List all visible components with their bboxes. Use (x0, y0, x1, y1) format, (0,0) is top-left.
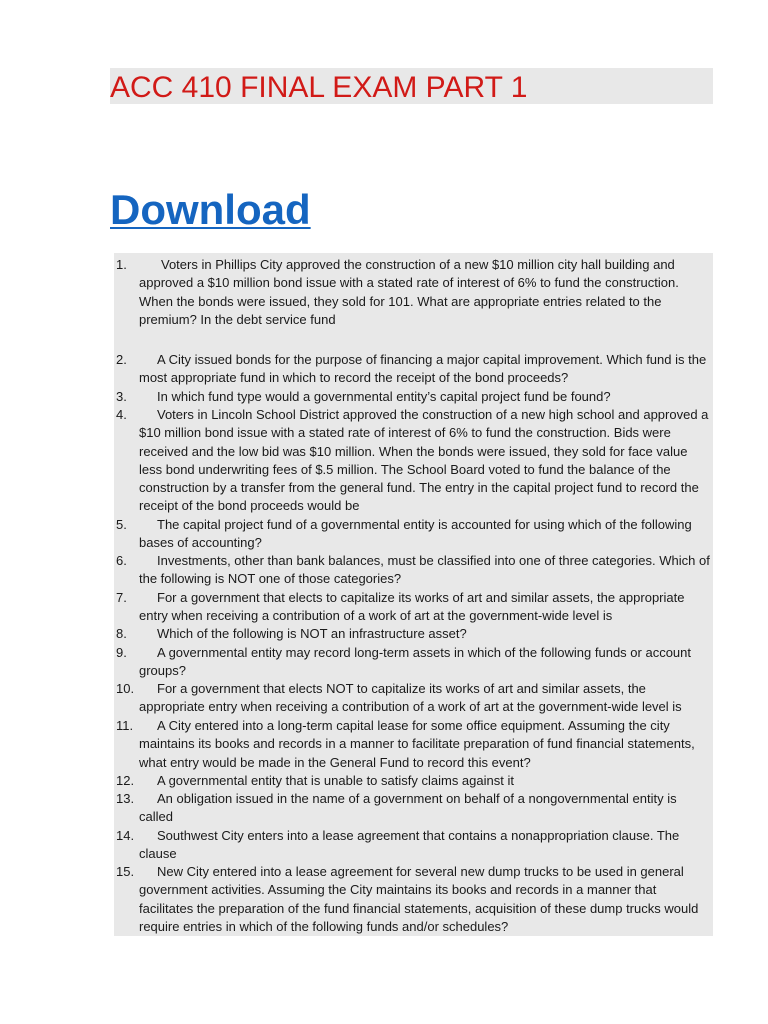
question-number: 4. (116, 407, 127, 422)
question-number: 14. (116, 828, 135, 843)
question-text: A governmental entity that is unable to satisfy claims against it (157, 773, 514, 788)
question-item (114, 516, 714, 553)
question-item (114, 827, 714, 864)
question-number: 2. (116, 352, 127, 367)
question-item (114, 552, 714, 589)
question-item (114, 863, 714, 936)
question-item (114, 388, 714, 406)
question-text: The capital project fund of a governmental entity is accounted for using which of the following bases of accounting? (139, 517, 692, 551)
question-item (114, 644, 714, 681)
page-title: ACC 410 FINAL EXAM PART 1 (110, 71, 528, 104)
question-number: 1. (116, 257, 127, 272)
question-item (114, 256, 714, 329)
question-number: 13. (116, 791, 135, 806)
question-item (114, 625, 714, 643)
question-number: 6. (116, 553, 127, 568)
question-text: An obligation issued in the name of a government on behalf of a nongovernmental entity is called (139, 791, 677, 825)
question-item (114, 790, 714, 827)
question-number: 5. (116, 517, 127, 532)
question-text: Investments, other than bank balances, must be classified into one of three categories. Which of the following is NOT one of those categories? (139, 553, 710, 587)
question-item (114, 772, 714, 790)
question-number: 8. (116, 626, 127, 641)
question-number: 7. (116, 590, 127, 605)
question-text: Voters in Phillips City approved the construction of a new $10 million city hall building and approved a $10 million bond issue with a stated rate of interest of 6% to fund the construction. When the bonds were issued, they sold for 101. What are appropriate entries related to the premium? In the debt service fund (139, 257, 679, 327)
question-text: Which of the following is NOT an infrastructure asset? (157, 626, 467, 641)
question-text: In which fund type would a governmental entity’s capital project fund be found? (157, 389, 611, 404)
question-text: A governmental entity may record long-term assets in which of the following funds or account groups? (139, 645, 691, 679)
question-text: A City entered into a long-term capital lease for some office equipment. Assuming the city maintains its books and records in a manner to facilitate preparation of fund financial statements, what entry would be made in the General Fund to record this event? (139, 718, 695, 770)
download-link[interactable]: Download (110, 186, 311, 233)
question-item (114, 351, 714, 388)
question-text: New City entered into a lease agreement for several new dump trucks to be used in general government activities. Assuming the City maintains its books and records in a manner that facilitates the preparation of the fund financial statements, acquisition of these dump trucks would require entries in which of the following funds and/or schedules? (139, 864, 699, 934)
question-number: 3. (116, 389, 127, 404)
question-item (114, 717, 714, 772)
question-number: 11. (116, 718, 134, 733)
question-number: 12. (116, 773, 135, 788)
question-text: For a government that elects to capitalize its works of art and similar assets, the appropriate entry when receiving a contribution of a work of art at the government-wide level is (139, 590, 685, 624)
question-item (114, 406, 714, 516)
question-number: 9. (116, 645, 127, 660)
question-text: A City issued bonds for the purpose of financing a major capital improvement. Which fund is the most appropriate fund in which to record the receipt of the bond proceeds? (139, 352, 707, 386)
question-text: Voters in Lincoln School District approved the construction of a new high school and approved a $10 million bond issue with a stated rate of interest of 6% to fund the construction. Bids were received and the low bid was $10 million. When the bonds were issued, they sold for face value less bond underwriting fees of $.5 million. The School Board voted to fund the balance of the construction by a transfer from the general fund. The entry in the capital project fund to record the receipt of the bond proceeds would be (139, 407, 709, 514)
question-number: 15. (116, 864, 135, 879)
question-item (114, 589, 714, 626)
question-text: For a government that elects NOT to capitalize its works of art and similar assets, the appropriate entry when receiving a contribution of a work of art at the government-wide level is (139, 681, 682, 715)
question-item (114, 680, 714, 717)
question-text: Southwest City enters into a lease agreement that contains a nonappropriation clause. The clause (139, 828, 680, 862)
question-number: 10. (116, 681, 135, 696)
